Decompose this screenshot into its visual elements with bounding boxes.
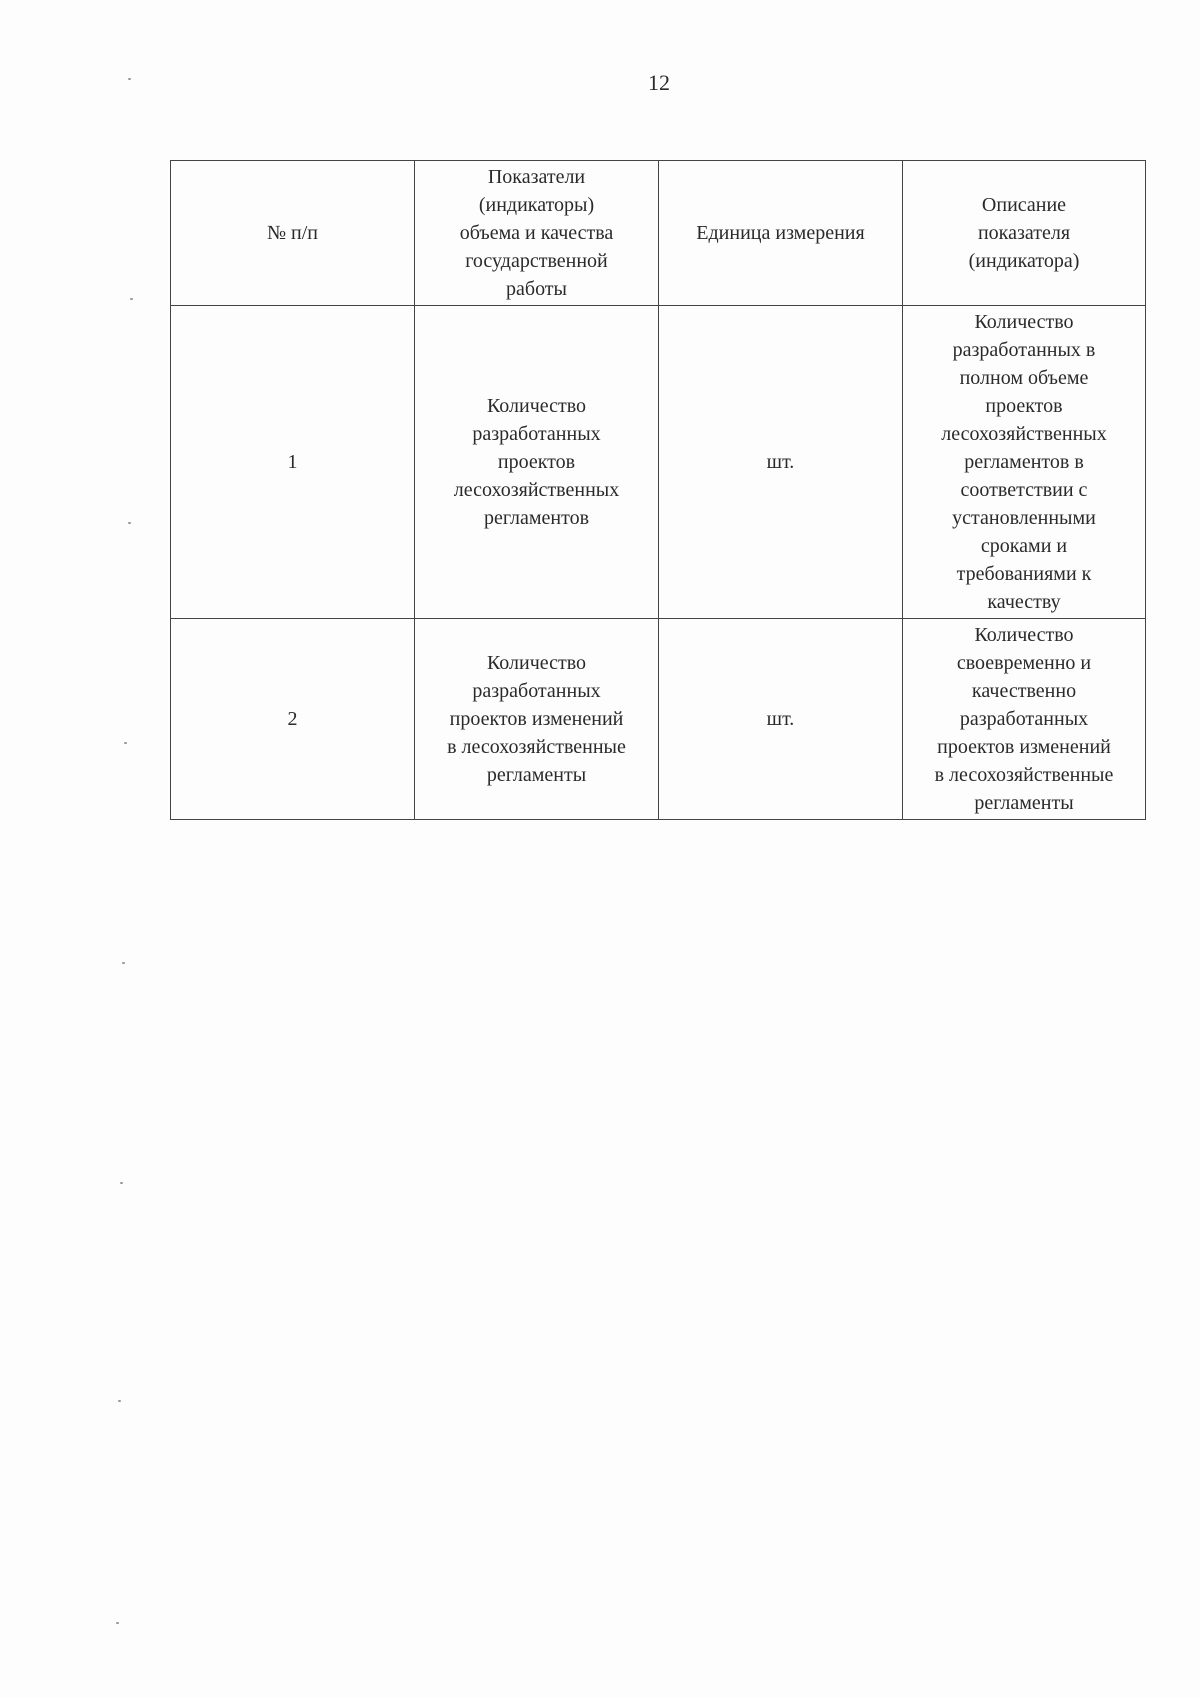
page-number: 12 <box>648 70 670 95</box>
row-description: Количество своевременно и качественно разработанных проектов изменений в лесохозяйственные регламенты <box>903 619 1146 820</box>
table-header-row <box>171 161 1146 306</box>
header-indicator: Показатели (индикаторы) объема и качества государственной работы <box>415 161 659 306</box>
row-unit: шт. <box>659 306 903 619</box>
row-indicator: Количество разработанных проектов лесохозяйственных регламентов <box>415 306 659 619</box>
header-description: Описание показателя (индикатора) <box>903 161 1146 306</box>
row-description: Количество разработанных в полном объеме проектов лесохозяйственных регламентов в соответствии с установленными сроками и требованиями к качеству <box>903 306 1146 619</box>
row-number: 1 <box>171 306 415 619</box>
row-number: 2 <box>171 619 415 820</box>
table-row <box>171 306 1146 619</box>
header-unit: Единица измерения <box>659 161 903 306</box>
table-row <box>171 619 1146 820</box>
indicators-table <box>170 160 1146 820</box>
row-unit: шт. <box>659 619 903 820</box>
row-indicator: Количество разработанных проектов изменений в лесохозяйственные регламенты <box>415 619 659 820</box>
header-number: № п/п <box>171 161 415 306</box>
